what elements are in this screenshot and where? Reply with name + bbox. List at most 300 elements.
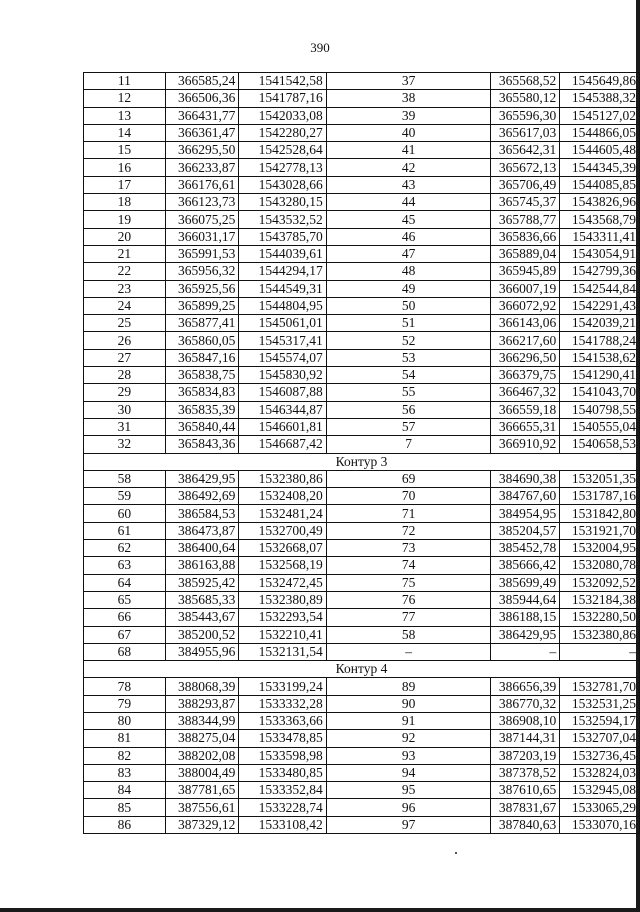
y-coordinate-cell: 1532824,03: [560, 764, 640, 781]
table-row: [84, 211, 640, 228]
x-coordinate-cell: 366007,19: [491, 280, 560, 297]
point-number-cell: 17: [84, 176, 166, 193]
point-number-cell: 97: [326, 816, 491, 833]
y-coordinate-cell: 1532945,08: [560, 782, 640, 799]
table-row: [84, 73, 640, 90]
y-coordinate-cell: 1541542,58: [239, 73, 326, 90]
y-coordinate-cell: 1533480,85: [239, 764, 326, 781]
x-coordinate-cell: 366075,25: [165, 211, 239, 228]
y-coordinate-cell: 1540798,55: [560, 401, 640, 418]
table-row: [84, 609, 640, 626]
y-coordinate-cell: 1533228,74: [239, 799, 326, 816]
x-coordinate-cell: 385452,78: [491, 540, 560, 557]
table-row: [84, 263, 640, 280]
point-number-cell: 74: [326, 557, 491, 574]
y-coordinate-cell: 1533108,42: [239, 816, 326, 833]
point-number-cell: 78: [84, 678, 166, 695]
y-coordinate-cell: 1543028,66: [239, 176, 326, 193]
x-coordinate-cell: 386429,95: [491, 626, 560, 643]
y-coordinate-cell: 1544039,61: [239, 245, 326, 262]
y-coordinate-cell: 1541787,16: [239, 90, 326, 107]
y-coordinate-cell: 1532408,20: [239, 488, 326, 505]
y-coordinate-cell: 1533478,85: [239, 730, 326, 747]
y-coordinate-cell: 1532707,04: [560, 730, 640, 747]
point-number-cell: 82: [84, 747, 166, 764]
point-number-cell: 39: [326, 107, 491, 124]
table-row: [84, 280, 640, 297]
x-coordinate-cell: 387831,67: [491, 799, 560, 816]
y-coordinate-cell: 1542280,27: [239, 124, 326, 141]
y-coordinate-cell: 1532280,50: [560, 609, 640, 626]
point-number-cell: 51: [326, 315, 491, 332]
x-coordinate-cell: 365843,36: [165, 436, 239, 453]
table-row: [84, 107, 640, 124]
point-number-cell: 69: [326, 470, 491, 487]
x-coordinate-cell: 365642,31: [491, 142, 560, 159]
y-coordinate-cell: 1532210,41: [239, 626, 326, 643]
x-coordinate-cell: 366431,77: [165, 107, 239, 124]
x-coordinate-cell: 388068,39: [165, 678, 239, 695]
x-coordinate-cell: 365834,83: [165, 384, 239, 401]
point-number-cell: 85: [84, 799, 166, 816]
point-number-cell: 25: [84, 315, 166, 332]
x-coordinate-cell: 366143,06: [491, 315, 560, 332]
point-number-cell: 65: [84, 591, 166, 608]
y-coordinate-cell: 1532293,54: [239, 609, 326, 626]
y-coordinate-cell: 1532380,89: [239, 591, 326, 608]
x-coordinate-cell: 365956,32: [165, 263, 239, 280]
y-coordinate-cell: 1533065,29: [560, 799, 640, 816]
point-number-cell: 48: [326, 263, 491, 280]
y-coordinate-cell: 1540658,53: [560, 436, 640, 453]
y-coordinate-cell: 1532051,35: [560, 470, 640, 487]
point-number-cell: 73: [326, 540, 491, 557]
point-number-cell: 38: [326, 90, 491, 107]
x-coordinate-cell: 385944,64: [491, 591, 560, 608]
table-row: [84, 816, 640, 833]
x-coordinate-cell: 387781,65: [165, 782, 239, 799]
y-coordinate-cell: 1542528,64: [239, 142, 326, 159]
point-number-cell: 41: [326, 142, 491, 159]
point-number-cell: 75: [326, 574, 491, 591]
x-coordinate-cell: 384954,95: [491, 505, 560, 522]
point-number-cell: 20: [84, 228, 166, 245]
table-row: [84, 436, 640, 453]
point-number-cell: 31: [84, 418, 166, 435]
x-coordinate-cell: 365617,03: [491, 124, 560, 141]
scan-speck: [455, 852, 457, 854]
point-number-cell: 55: [326, 384, 491, 401]
point-number-cell: 54: [326, 367, 491, 384]
x-coordinate-cell: 365596,30: [491, 107, 560, 124]
x-coordinate-cell: 386584,53: [165, 505, 239, 522]
x-coordinate-cell: 365840,44: [165, 418, 239, 435]
y-coordinate-cell: 1532131,54: [239, 643, 326, 660]
x-coordinate-cell: 365847,16: [165, 349, 239, 366]
x-coordinate-cell: 388004,49: [165, 764, 239, 781]
y-coordinate-cell: 1545317,41: [239, 332, 326, 349]
point-number-cell: 81: [84, 730, 166, 747]
point-number-cell: 66: [84, 609, 166, 626]
point-number-cell: 62: [84, 540, 166, 557]
x-coordinate-cell: 387144,31: [491, 730, 560, 747]
y-coordinate-cell: 1542544,84: [560, 280, 640, 297]
point-number-cell: 24: [84, 297, 166, 314]
x-coordinate-cell: 366217,60: [491, 332, 560, 349]
y-coordinate-cell: 1544549,31: [239, 280, 326, 297]
y-coordinate-cell: 1532736,45: [560, 747, 640, 764]
x-coordinate-cell: 366233,87: [165, 159, 239, 176]
y-coordinate-cell: 1532700,49: [239, 522, 326, 539]
table-row: [84, 124, 640, 141]
table-row: [84, 90, 640, 107]
y-coordinate-cell: 1533598,98: [239, 747, 326, 764]
x-coordinate-cell: 365706,49: [491, 176, 560, 193]
x-coordinate-cell: 366559,18: [491, 401, 560, 418]
x-coordinate-cell: 365835,39: [165, 401, 239, 418]
y-coordinate-cell: 1544866,05: [560, 124, 640, 141]
point-number-cell: 7: [326, 436, 491, 453]
x-coordinate-cell: 365672,13: [491, 159, 560, 176]
point-number-cell: 29: [84, 384, 166, 401]
table-row: [84, 747, 640, 764]
point-number-cell: –: [326, 643, 491, 660]
y-coordinate-cell: 1543785,70: [239, 228, 326, 245]
table-row: [84, 574, 640, 591]
point-number-cell: 96: [326, 799, 491, 816]
table-row: [84, 176, 640, 193]
x-coordinate-cell: 385925,42: [165, 574, 239, 591]
point-number-cell: 90: [326, 695, 491, 712]
point-number-cell: 83: [84, 764, 166, 781]
point-number-cell: 94: [326, 764, 491, 781]
point-number-cell: 16: [84, 159, 166, 176]
y-coordinate-cell: –: [560, 643, 640, 660]
point-number-cell: 68: [84, 643, 166, 660]
x-coordinate-cell: 365889,04: [491, 245, 560, 262]
point-number-cell: 37: [326, 73, 491, 90]
point-number-cell: 71: [326, 505, 491, 522]
x-coordinate-cell: 385200,52: [165, 626, 239, 643]
point-number-cell: 27: [84, 349, 166, 366]
table-row: [84, 505, 640, 522]
table-row: [84, 297, 640, 314]
point-number-cell: 72: [326, 522, 491, 539]
point-number-cell: 60: [84, 505, 166, 522]
x-coordinate-cell: 386656,39: [491, 678, 560, 695]
y-coordinate-cell: 1533363,66: [239, 712, 326, 729]
point-number-cell: 70: [326, 488, 491, 505]
x-coordinate-cell: 365745,37: [491, 194, 560, 211]
y-coordinate-cell: 1532380,86: [239, 470, 326, 487]
x-coordinate-cell: 365925,56: [165, 280, 239, 297]
point-number-cell: 46: [326, 228, 491, 245]
table-row: [84, 245, 640, 262]
y-coordinate-cell: 1544294,17: [239, 263, 326, 280]
x-coordinate-cell: 365860,05: [165, 332, 239, 349]
point-number-cell: 12: [84, 90, 166, 107]
y-coordinate-cell: 1533070,16: [560, 816, 640, 833]
point-number-cell: 22: [84, 263, 166, 280]
x-coordinate-cell: 388202,08: [165, 747, 239, 764]
x-coordinate-cell: 386400,64: [165, 540, 239, 557]
x-coordinate-cell: –: [491, 643, 560, 660]
y-coordinate-cell: 1542291,43: [560, 297, 640, 314]
point-number-cell: 19: [84, 211, 166, 228]
x-coordinate-cell: 386429,95: [165, 470, 239, 487]
point-number-cell: 15: [84, 142, 166, 159]
point-number-cell: 92: [326, 730, 491, 747]
table-row: [84, 695, 640, 712]
x-coordinate-cell: 366910,92: [491, 436, 560, 453]
point-number-cell: 93: [326, 747, 491, 764]
x-coordinate-cell: 366506,36: [165, 90, 239, 107]
table-row: [84, 678, 640, 695]
y-coordinate-cell: 1542039,21: [560, 315, 640, 332]
point-number-cell: 61: [84, 522, 166, 539]
y-coordinate-cell: 1533199,24: [239, 678, 326, 695]
point-number-cell: 44: [326, 194, 491, 211]
y-coordinate-cell: 1545830,92: [239, 367, 326, 384]
y-coordinate-cell: 1532668,07: [239, 540, 326, 557]
x-coordinate-cell: 384955,96: [165, 643, 239, 660]
point-number-cell: 64: [84, 574, 166, 591]
point-number-cell: 58: [84, 470, 166, 487]
y-coordinate-cell: 1532004,95: [560, 540, 640, 557]
point-number-cell: 21: [84, 245, 166, 262]
y-coordinate-cell: 1532568,19: [239, 557, 326, 574]
y-coordinate-cell: 1532092,52: [560, 574, 640, 591]
point-number-cell: 18: [84, 194, 166, 211]
y-coordinate-cell: 1543532,52: [239, 211, 326, 228]
y-coordinate-cell: 1531842,80: [560, 505, 640, 522]
x-coordinate-cell: 366467,32: [491, 384, 560, 401]
point-number-cell: 63: [84, 557, 166, 574]
table-row: [84, 367, 640, 384]
x-coordinate-cell: 384690,38: [491, 470, 560, 487]
table-row: [84, 540, 640, 557]
table-row: [84, 591, 640, 608]
x-coordinate-cell: 387840,63: [491, 816, 560, 833]
x-coordinate-cell: 385204,57: [491, 522, 560, 539]
table-row: [84, 315, 640, 332]
x-coordinate-cell: 366655,31: [491, 418, 560, 435]
x-coordinate-cell: 386473,87: [165, 522, 239, 539]
table-row: [84, 764, 640, 781]
point-number-cell: 79: [84, 695, 166, 712]
point-number-cell: 67: [84, 626, 166, 643]
y-coordinate-cell: 1545061,01: [239, 315, 326, 332]
point-number-cell: 52: [326, 332, 491, 349]
y-coordinate-cell: 1544605,48: [560, 142, 640, 159]
x-coordinate-cell: 388275,04: [165, 730, 239, 747]
y-coordinate-cell: 1545388,32: [560, 90, 640, 107]
x-coordinate-cell: 365568,52: [491, 73, 560, 90]
point-number-cell: 58: [326, 626, 491, 643]
y-coordinate-cell: 1542033,08: [239, 107, 326, 124]
point-number-cell: 30: [84, 401, 166, 418]
x-coordinate-cell: 366361,47: [165, 124, 239, 141]
x-coordinate-cell: 366031,17: [165, 228, 239, 245]
x-coordinate-cell: 386188,15: [491, 609, 560, 626]
point-number-cell: 86: [84, 816, 166, 833]
point-number-cell: 57: [326, 418, 491, 435]
point-number-cell: 43: [326, 176, 491, 193]
y-coordinate-cell: 1533332,28: [239, 695, 326, 712]
y-coordinate-cell: 1544345,39: [560, 159, 640, 176]
y-coordinate-cell: 1541290,41: [560, 367, 640, 384]
x-coordinate-cell: 385666,42: [491, 557, 560, 574]
y-coordinate-cell: 1533352,84: [239, 782, 326, 799]
point-number-cell: 40: [326, 124, 491, 141]
point-number-cell: 32: [84, 436, 166, 453]
x-coordinate-cell: 365838,75: [165, 367, 239, 384]
y-coordinate-cell: 1544085,85: [560, 176, 640, 193]
point-number-cell: 56: [326, 401, 491, 418]
y-coordinate-cell: 1546087,88: [239, 384, 326, 401]
table-row: [84, 643, 640, 660]
table-row: [84, 470, 640, 487]
y-coordinate-cell: 1532781,70: [560, 678, 640, 695]
x-coordinate-cell: 365945,89: [491, 263, 560, 280]
x-coordinate-cell: 386770,32: [491, 695, 560, 712]
y-coordinate-cell: 1545127,02: [560, 107, 640, 124]
table-row: [84, 488, 640, 505]
point-number-cell: 89: [326, 678, 491, 695]
x-coordinate-cell: 387203,19: [491, 747, 560, 764]
x-coordinate-cell: 365580,12: [491, 90, 560, 107]
table-row: [84, 799, 640, 816]
table-row: [84, 522, 640, 539]
point-number-cell: 23: [84, 280, 166, 297]
contour-heading: Контур 4: [84, 661, 640, 678]
y-coordinate-cell: 1532184,38: [560, 591, 640, 608]
y-coordinate-cell: 1546344,87: [239, 401, 326, 418]
table-row: [84, 159, 640, 176]
y-coordinate-cell: 1542799,36: [560, 263, 640, 280]
point-number-cell: 26: [84, 332, 166, 349]
x-coordinate-cell: 365899,25: [165, 297, 239, 314]
y-coordinate-cell: 1532594,17: [560, 712, 640, 729]
point-number-cell: 95: [326, 782, 491, 799]
y-coordinate-cell: 1543280,15: [239, 194, 326, 211]
x-coordinate-cell: 387610,65: [491, 782, 560, 799]
point-number-cell: 50: [326, 297, 491, 314]
y-coordinate-cell: 1532080,78: [560, 557, 640, 574]
point-number-cell: 45: [326, 211, 491, 228]
table-row: [84, 782, 640, 799]
x-coordinate-cell: 366176,61: [165, 176, 239, 193]
y-coordinate-cell: 1532472,45: [239, 574, 326, 591]
point-number-cell: 59: [84, 488, 166, 505]
table-row: [84, 142, 640, 159]
point-number-cell: 77: [326, 609, 491, 626]
table-row: [84, 228, 640, 245]
table-row: [84, 194, 640, 211]
y-coordinate-cell: 1542778,13: [239, 159, 326, 176]
table-row: [84, 418, 640, 435]
x-coordinate-cell: 365788,77: [491, 211, 560, 228]
x-coordinate-cell: 366072,92: [491, 297, 560, 314]
table-row: [84, 401, 640, 418]
x-coordinate-cell: 365991,53: [165, 245, 239, 262]
y-coordinate-cell: 1541788,24: [560, 332, 640, 349]
table-row: [84, 626, 640, 643]
table-row: [84, 712, 640, 729]
y-coordinate-cell: 1531787,16: [560, 488, 640, 505]
x-coordinate-cell: 387329,12: [165, 816, 239, 833]
y-coordinate-cell: 1532531,25: [560, 695, 640, 712]
x-coordinate-cell: 366295,50: [165, 142, 239, 159]
coordinates-table: [83, 72, 640, 834]
point-number-cell: 76: [326, 591, 491, 608]
point-number-cell: 91: [326, 712, 491, 729]
y-coordinate-cell: 1544804,95: [239, 297, 326, 314]
x-coordinate-cell: 365877,41: [165, 315, 239, 332]
x-coordinate-cell: 386492,69: [165, 488, 239, 505]
y-coordinate-cell: 1541043,70: [560, 384, 640, 401]
point-number-cell: 42: [326, 159, 491, 176]
point-number-cell: 14: [84, 124, 166, 141]
y-coordinate-cell: 1543311,41: [560, 228, 640, 245]
y-coordinate-cell: 1543568,79: [560, 211, 640, 228]
contour-heading-row: [84, 661, 640, 678]
x-coordinate-cell: 385443,67: [165, 609, 239, 626]
y-coordinate-cell: 1545574,07: [239, 349, 326, 366]
y-coordinate-cell: 1545649,86: [560, 73, 640, 90]
table-row: [84, 384, 640, 401]
table-row: [84, 349, 640, 366]
contour-heading-row: [84, 453, 640, 470]
table-row: [84, 730, 640, 747]
point-number-cell: 11: [84, 73, 166, 90]
x-coordinate-cell: 366585,24: [165, 73, 239, 90]
x-coordinate-cell: 388293,87: [165, 695, 239, 712]
y-coordinate-cell: 1531921,70: [560, 522, 640, 539]
table-row: [84, 332, 640, 349]
y-coordinate-cell: 1541538,62: [560, 349, 640, 366]
point-number-cell: 84: [84, 782, 166, 799]
x-coordinate-cell: 387378,52: [491, 764, 560, 781]
page-number: 390: [310, 40, 330, 55]
point-number-cell: 53: [326, 349, 491, 366]
x-coordinate-cell: 385699,49: [491, 574, 560, 591]
point-number-cell: 49: [326, 280, 491, 297]
x-coordinate-cell: 384767,60: [491, 488, 560, 505]
x-coordinate-cell: 365836,66: [491, 228, 560, 245]
x-coordinate-cell: 387556,61: [165, 799, 239, 816]
y-coordinate-cell: 1546687,42: [239, 436, 326, 453]
y-coordinate-cell: 1543826,96: [560, 194, 640, 211]
point-number-cell: 13: [84, 107, 166, 124]
point-number-cell: 47: [326, 245, 491, 262]
x-coordinate-cell: 385685,33: [165, 591, 239, 608]
y-coordinate-cell: 1532380,86: [560, 626, 640, 643]
x-coordinate-cell: 388344,99: [165, 712, 239, 729]
point-number-cell: 28: [84, 367, 166, 384]
x-coordinate-cell: 386163,88: [165, 557, 239, 574]
x-coordinate-cell: 366379,75: [491, 367, 560, 384]
x-coordinate-cell: 366296,50: [491, 349, 560, 366]
table-row: [84, 557, 640, 574]
point-number-cell: 80: [84, 712, 166, 729]
y-coordinate-cell: 1543054,91: [560, 245, 640, 262]
y-coordinate-cell: 1540555,04: [560, 418, 640, 435]
x-coordinate-cell: 386908,10: [491, 712, 560, 729]
x-coordinate-cell: 366123,73: [165, 194, 239, 211]
contour-heading: Контур 3: [84, 453, 640, 470]
y-coordinate-cell: 1546601,81: [239, 418, 326, 435]
